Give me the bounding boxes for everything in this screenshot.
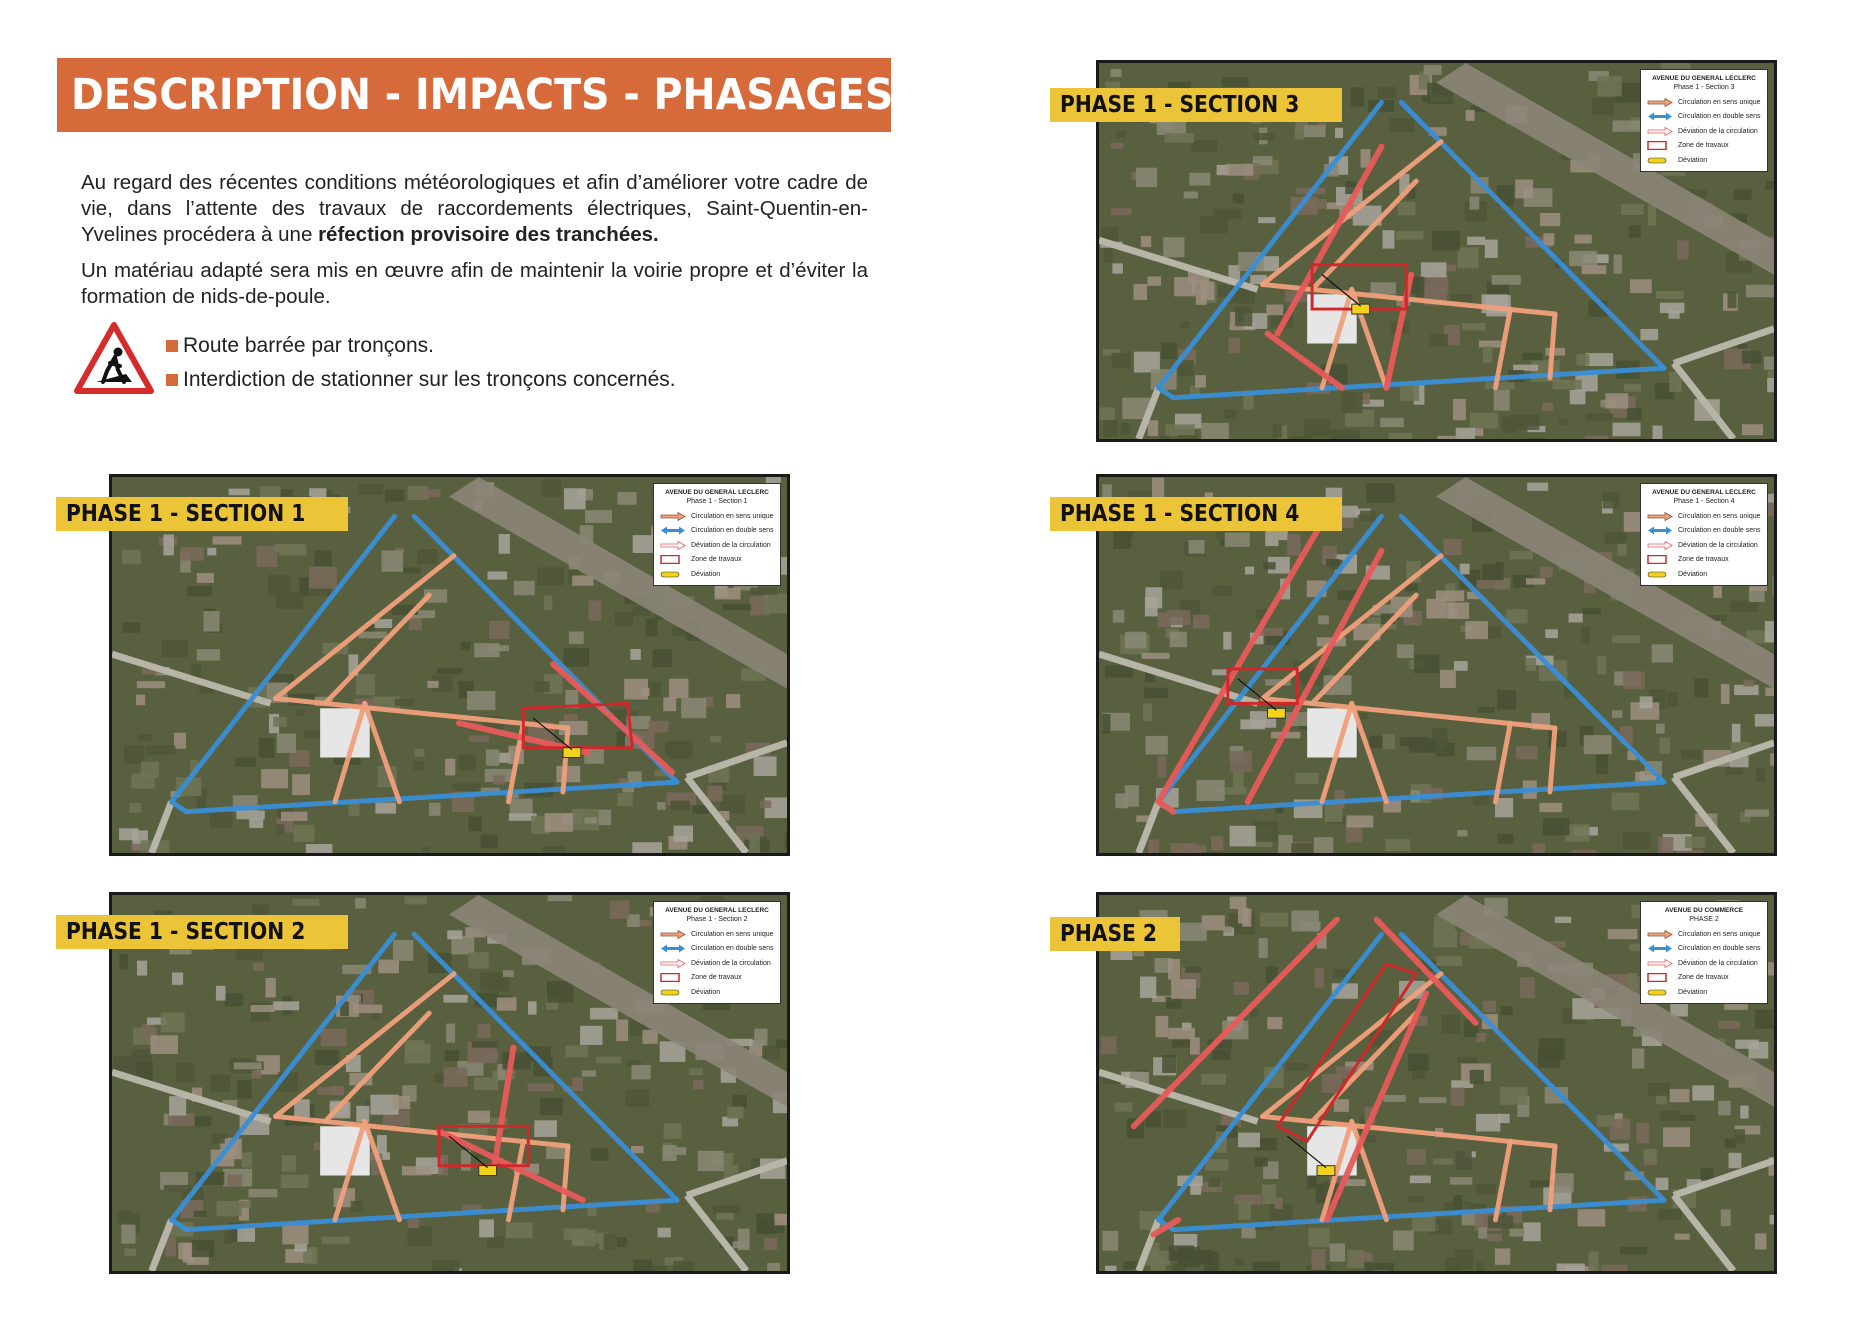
legend-row bbox=[660, 509, 774, 524]
legend-label: Zone de travaux bbox=[1678, 974, 1729, 982]
legend-subtitle: Phase 1 - Section 1 bbox=[686, 498, 748, 505]
works-zone-icon bbox=[1647, 555, 1673, 564]
legend-label: Circulation en sens unique bbox=[1678, 98, 1761, 106]
intro-paragraph-2: Un matériau adapté sera mis en œuvre afin de maintenir la voirie propre et d’éviter la formation de nids-de-poule. bbox=[81, 259, 868, 308]
legend-label: Circulation en sens unique bbox=[691, 512, 774, 520]
legend-row bbox=[660, 942, 774, 957]
works-zone-icon bbox=[660, 973, 686, 982]
legend-label: Circulation en double sens bbox=[1678, 527, 1761, 535]
detour-sign-icon bbox=[660, 988, 686, 997]
legend-label: Déviation de la circulation bbox=[691, 959, 771, 967]
legend-label: Déviation bbox=[691, 570, 721, 578]
list-item bbox=[166, 329, 676, 363]
list-item-text: Route barrée par tronçons. bbox=[183, 334, 434, 357]
roadworks-warning-icon bbox=[74, 322, 154, 394]
legend-row bbox=[1647, 153, 1761, 168]
legend-row bbox=[1647, 524, 1761, 539]
tag-label: PHASE 1 - SECTION 2 bbox=[66, 919, 306, 945]
legend-row bbox=[1647, 567, 1761, 582]
legend-row bbox=[660, 971, 774, 986]
intro-paragraph-1 bbox=[81, 170, 868, 248]
tag-label: PHASE 1 - SECTION 3 bbox=[1060, 92, 1300, 118]
legend-label: Circulation en double sens bbox=[1678, 945, 1761, 953]
map-legend bbox=[653, 901, 781, 1004]
legend-row bbox=[660, 524, 774, 539]
legend-label: Déviation bbox=[1678, 156, 1708, 164]
tag-label: PHASE 1 - SECTION 4 bbox=[1060, 501, 1300, 527]
deviation-arrow-icon bbox=[660, 541, 686, 550]
legend-label: Déviation de la circulation bbox=[1678, 541, 1758, 549]
legend-row bbox=[660, 927, 774, 942]
detour-sign-icon bbox=[660, 570, 686, 579]
tag-phase1-section2 bbox=[56, 915, 348, 949]
impacts-list bbox=[166, 329, 676, 397]
map-phase1-section2 bbox=[109, 892, 790, 1274]
legend-title: AVENUE DU GENERAL LECLERC bbox=[1652, 489, 1756, 496]
list-item bbox=[166, 363, 676, 397]
legend-row bbox=[1647, 95, 1761, 110]
one-way-arrow-icon bbox=[1647, 930, 1673, 939]
tag-label: PHASE 2 bbox=[1060, 921, 1157, 947]
legend-row bbox=[660, 985, 774, 1000]
legend-row bbox=[1647, 124, 1761, 139]
legend-row bbox=[1647, 971, 1761, 986]
legend-label: Circulation en double sens bbox=[1678, 113, 1761, 121]
one-way-arrow-icon bbox=[1647, 98, 1673, 107]
legend-label: Circulation en double sens bbox=[691, 945, 774, 953]
map-legend bbox=[1640, 901, 1768, 1004]
legend-label: Circulation en sens unique bbox=[1678, 930, 1761, 938]
one-way-arrow-icon bbox=[1647, 512, 1673, 521]
legend-row bbox=[1647, 956, 1761, 971]
legend-row bbox=[1647, 509, 1761, 524]
tag-phase1-section4 bbox=[1050, 497, 1342, 531]
legend-label: Déviation bbox=[1678, 988, 1708, 996]
map-phase2 bbox=[1096, 892, 1777, 1274]
legend-row bbox=[660, 538, 774, 553]
bullet-square-icon bbox=[166, 340, 178, 352]
legend-row bbox=[1647, 927, 1761, 942]
detour-sign-icon bbox=[1647, 570, 1673, 579]
two-way-arrow-icon bbox=[660, 526, 686, 535]
legend-label: Déviation de la circulation bbox=[691, 541, 771, 549]
legend-label: Déviation de la circulation bbox=[1678, 959, 1758, 967]
list-item-text: Interdiction de stationner sur les tronçons concernés. bbox=[183, 368, 676, 391]
legend-row bbox=[1647, 553, 1761, 568]
map-legend bbox=[1640, 69, 1768, 172]
legend-label: Zone de travaux bbox=[691, 974, 742, 982]
deviation-arrow-icon bbox=[1647, 127, 1673, 136]
legend-subtitle: PHASE 2 bbox=[1689, 916, 1719, 923]
legend-subtitle: Phase 1 - Section 2 bbox=[686, 916, 748, 923]
two-way-arrow-icon bbox=[1647, 112, 1673, 121]
legend-row bbox=[1647, 110, 1761, 125]
legend-row bbox=[1647, 139, 1761, 154]
intro-highlight: réfection provisoire des tranchées. bbox=[318, 223, 659, 246]
legend-title: AVENUE DU COMMERCE bbox=[1664, 907, 1744, 914]
bullet-square-icon bbox=[166, 374, 178, 386]
legend-title: AVENUE DU GENERAL LECLERC bbox=[665, 489, 769, 496]
legend-row bbox=[660, 553, 774, 568]
tag-phase1-section3 bbox=[1050, 88, 1342, 122]
deviation-arrow-icon bbox=[1647, 541, 1673, 550]
one-way-arrow-icon bbox=[660, 512, 686, 521]
tag-phase2 bbox=[1050, 917, 1180, 951]
page-title-band bbox=[57, 58, 894, 132]
works-zone-icon bbox=[1647, 141, 1673, 150]
legend-label: Circulation en sens unique bbox=[691, 930, 774, 938]
legend-title: AVENUE DU GENERAL LECLERC bbox=[665, 907, 769, 914]
works-zone-icon bbox=[660, 555, 686, 564]
map-phase1-section4 bbox=[1096, 474, 1777, 856]
two-way-arrow-icon bbox=[1647, 526, 1673, 535]
legend-label: Déviation de la circulation bbox=[1678, 127, 1758, 135]
legend-row bbox=[660, 956, 774, 971]
tag-phase1-section1 bbox=[56, 497, 348, 531]
two-way-arrow-icon bbox=[660, 944, 686, 953]
legend-label: Déviation bbox=[691, 988, 721, 996]
detour-sign-icon bbox=[1647, 988, 1673, 997]
legend-row bbox=[1647, 985, 1761, 1000]
legend-subtitle: Phase 1 - Section 3 bbox=[1673, 84, 1735, 91]
works-zone-icon bbox=[1647, 973, 1673, 982]
intro-paragraph-1-text: Au regard des récentes conditions météorologiques et afin d’améliorer votre cadre de vie, dans l’attente des travaux de raccordements électriques, Saint-Quentin-en-Yvelines procédera à une bbox=[81, 171, 868, 246]
legend-label: Zone de travaux bbox=[1678, 556, 1729, 564]
legend-row bbox=[660, 567, 774, 582]
legend-title: AVENUE DU GENERAL LECLERC bbox=[1652, 75, 1756, 82]
map-phase1-section1 bbox=[109, 474, 790, 856]
two-way-arrow-icon bbox=[1647, 944, 1673, 953]
detour-sign-icon bbox=[1647, 156, 1673, 165]
legend-subtitle: Phase 1 - Section 4 bbox=[1673, 498, 1735, 505]
map-legend bbox=[1640, 483, 1768, 586]
legend-row bbox=[1647, 538, 1761, 553]
legend-label: Déviation bbox=[1678, 570, 1708, 578]
map-legend bbox=[653, 483, 781, 586]
intro-text bbox=[81, 170, 868, 320]
deviation-arrow-icon bbox=[1647, 959, 1673, 968]
legend-label: Circulation en sens unique bbox=[1678, 512, 1761, 520]
one-way-arrow-icon bbox=[660, 930, 686, 939]
legend-row bbox=[1647, 942, 1761, 957]
page-title: DESCRIPTION - IMPACTS - PHASAGES bbox=[71, 70, 894, 120]
legend-label: Zone de travaux bbox=[691, 556, 742, 564]
legend-label: Circulation en double sens bbox=[691, 527, 774, 535]
deviation-arrow-icon bbox=[660, 959, 686, 968]
legend-label: Zone de travaux bbox=[1678, 142, 1729, 150]
tag-label: PHASE 1 - SECTION 1 bbox=[66, 501, 306, 527]
